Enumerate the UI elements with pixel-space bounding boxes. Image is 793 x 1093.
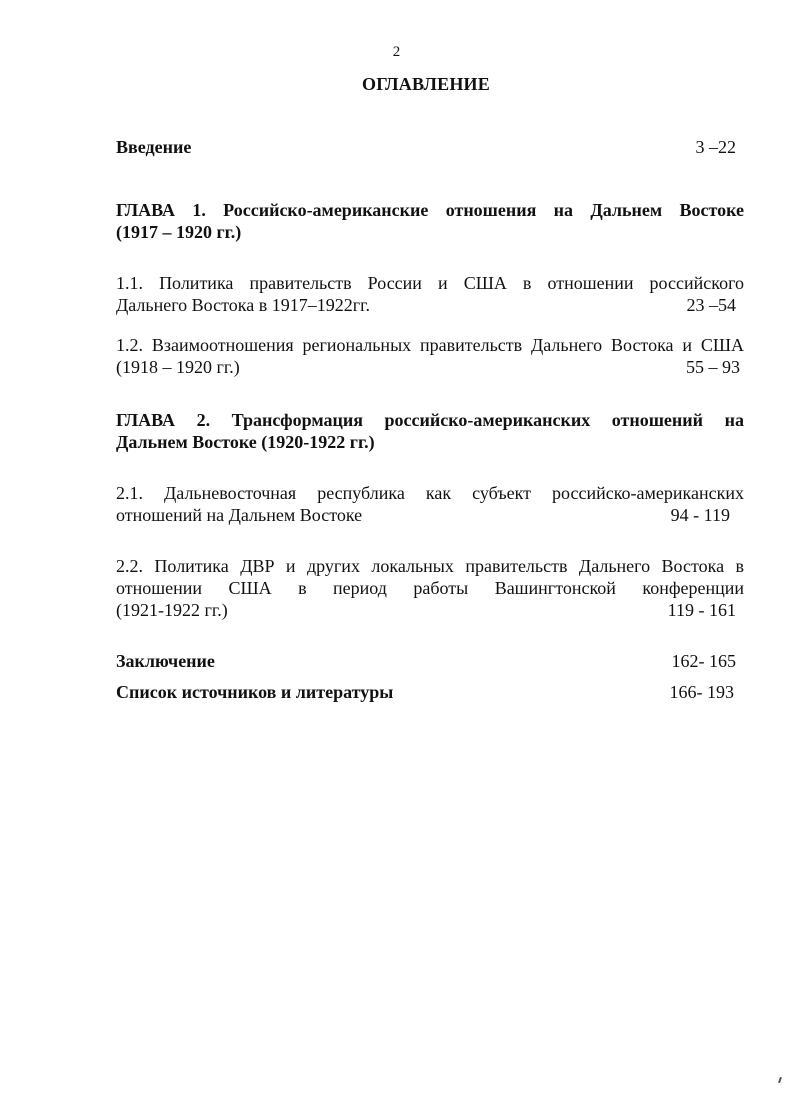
- toc-entry-bibliography: [116, 681, 744, 703]
- section-1-2-line-2: (1918 – 1920 гг.): [116, 357, 240, 377]
- section-2-1-line-1: 2.1. Дальневосточная республика как субъект российско-американских: [116, 483, 744, 503]
- conclusion-pages: 162- 165: [671, 651, 736, 671]
- chapter-1-title-line-2: (1917 – 1920 гг.): [116, 222, 242, 242]
- section-1-1-line-1: 1.1. Политика правительств России и США в отношении российского: [116, 273, 744, 293]
- section-1-2-last-line: [116, 356, 744, 378]
- bibliography-pages: 166- 193: [669, 682, 734, 702]
- toc-section-2-1: [116, 482, 744, 526]
- section-2-1-line-2: отношений на Дальнем Востоке: [116, 505, 363, 525]
- toc-chapter-1: [116, 199, 744, 243]
- chapter-1-title-line-1: ГЛАВА 1. Российско-американские отношения на Дальнем Востоке: [116, 200, 744, 220]
- section-2-1-pages: 94 - 119: [670, 505, 730, 525]
- section-2-2-pages: 119 - 161: [667, 600, 736, 620]
- introduction-label: Введение: [116, 137, 192, 157]
- section-2-2-line-1: 2.2. Политика ДВР и других локальных правительств Дальнего Востока в: [116, 556, 744, 576]
- section-1-1-line-2: Дальнего Востока в 1917–1922гг.: [116, 295, 370, 315]
- toc-section-1-1: [116, 272, 744, 316]
- toc-entry-introduction: [116, 136, 744, 158]
- conclusion-label: Заключение: [116, 651, 215, 671]
- section-2-2-line-2: отношении США в период работы Вашингтонской конференции: [116, 578, 744, 598]
- toc-entry-conclusion: [116, 650, 744, 672]
- section-1-2-pages: 55 – 93: [686, 357, 740, 377]
- section-2-2-line-3: (1921-1922 гг.): [116, 600, 228, 620]
- section-1-2-line-1: 1.2. Взаимоотношения региональных правительств Дальнего Востока и США: [116, 335, 744, 355]
- section-1-1-pages: 23 –54: [686, 295, 736, 315]
- toc-section-2-2: [116, 555, 744, 621]
- toc-section-1-2: [116, 334, 744, 378]
- page-title: ОГЛАВЛЕНИЕ: [362, 74, 490, 94]
- chapter-2-title-line-1: ГЛАВА 2. Трансформация российско-американских отношений на: [116, 410, 744, 430]
- chapter-2-title-line-2: Дальнем Востоке (1920-1922 гг.): [116, 432, 375, 452]
- bibliography-label: Список источников и литературы: [116, 682, 394, 702]
- introduction-pages: 3 –22: [695, 137, 736, 157]
- toc-chapter-2: [116, 409, 744, 453]
- section-2-1-last-line: [116, 504, 744, 526]
- section-2-2-last-line: [116, 599, 744, 621]
- page-number: 2: [392, 44, 401, 60]
- section-1-1-last-line: [116, 294, 744, 316]
- scan-artifact-mark: [778, 1077, 782, 1083]
